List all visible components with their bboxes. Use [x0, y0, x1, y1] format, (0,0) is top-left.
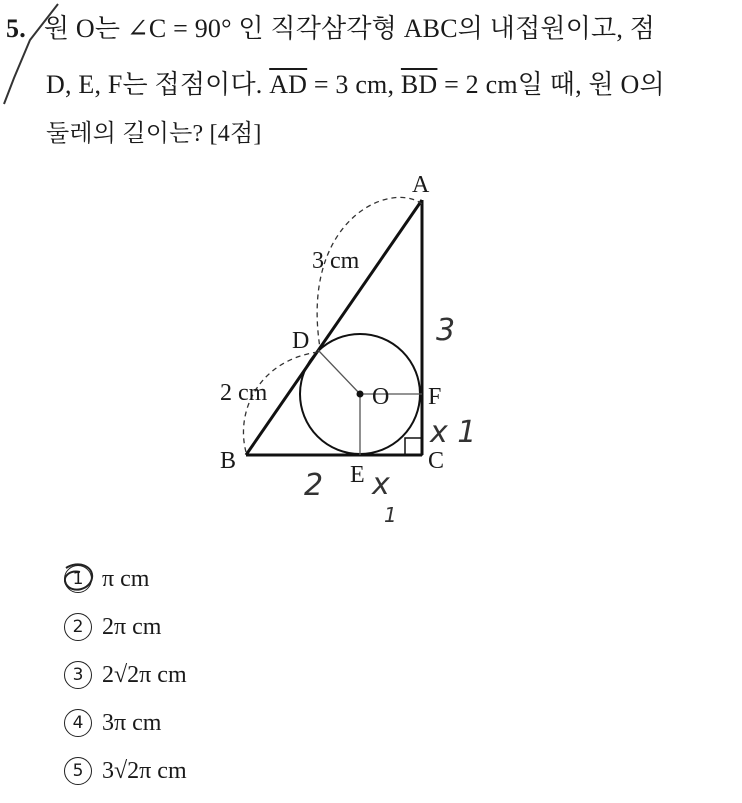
- side-ab: [246, 200, 422, 455]
- question-line-1: [6, 8, 655, 45]
- option-2[interactable]: [64, 613, 161, 641]
- center-point: [357, 391, 364, 398]
- option-number: 3: [64, 661, 92, 689]
- label-e: E: [350, 462, 365, 488]
- question-text-2b: = 3 cm,: [307, 70, 401, 99]
- radius-od: [318, 350, 360, 394]
- label-b: B: [220, 448, 237, 474]
- option-text: 2π cm: [102, 613, 162, 640]
- option-1[interactable]: [64, 565, 149, 593]
- question-text-2c: = 2 cm일 때, 원 O의: [437, 70, 665, 99]
- question-text-1: 원 O는 ∠C = 90° 인 직각삼각형 ABC의 내접원이고, 점: [43, 14, 656, 43]
- question-text-2a: D, E, F는 접점이다.: [46, 70, 270, 99]
- question-text-3: 둘레의 길이는? [4점]: [46, 121, 262, 147]
- option-number: 1: [64, 565, 92, 593]
- label-c: C: [428, 448, 445, 474]
- label-o: O: [372, 384, 390, 410]
- option-number: 5: [64, 757, 92, 785]
- option-number: 2: [64, 613, 92, 641]
- handwritten-fc: x 1: [430, 415, 477, 450]
- handwritten-af: 3: [436, 313, 456, 348]
- segment-bd: $\overline{BD}$: [400, 70, 438, 99]
- option-text: π cm: [102, 565, 150, 592]
- option-5[interactable]: [64, 757, 187, 785]
- question-line-2: [46, 64, 665, 101]
- label-d: D: [292, 328, 310, 354]
- question-number: 5.: [6, 14, 26, 43]
- handwritten-ec: x: [372, 467, 390, 502]
- triangle-figure: [200, 160, 520, 530]
- segment-ad: $\overline{AD}$: [269, 70, 308, 99]
- handwritten-be: 2: [304, 468, 324, 503]
- length-ad: 3 cm: [312, 248, 360, 274]
- option-text: 3π cm: [102, 709, 162, 736]
- option-text: 3√2π cm: [102, 757, 187, 784]
- label-a: A: [412, 172, 430, 198]
- option-number: 4: [64, 709, 92, 737]
- question-line-3: [46, 113, 262, 148]
- label-f: F: [428, 384, 442, 410]
- option-4[interactable]: [64, 709, 161, 737]
- length-bd: 2 cm: [220, 380, 268, 406]
- right-angle-mark: [405, 438, 422, 455]
- handwritten-ec-sub: 1: [384, 503, 397, 527]
- option-text: 2√2π cm: [102, 661, 187, 688]
- option-3[interactable]: [64, 661, 187, 689]
